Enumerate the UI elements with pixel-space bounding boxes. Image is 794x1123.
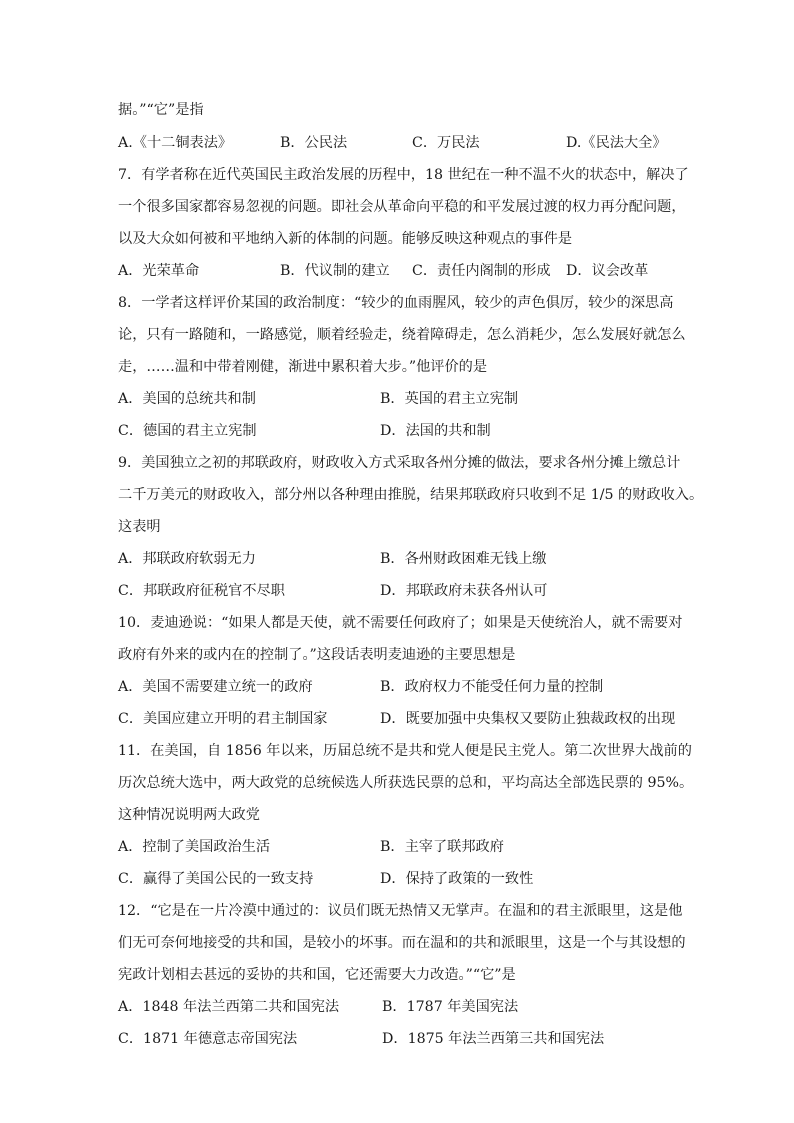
q11-text-line-3: 这种情况说明两大政党	[118, 807, 260, 823]
q7-option-a: A．光荣革命	[118, 263, 200, 279]
q12-option-a: A．1848 年法兰西第二共和国宪法	[118, 999, 340, 1015]
q10-option-a: A．美国不需要建立统一的政府	[118, 679, 313, 695]
q12-options-row-2	[118, 1029, 678, 1049]
q9-option-b: B．各州财政困难无钱上缴	[380, 551, 547, 567]
q10-text-line-2: 政府有外来的或内在的控制了。”这段话表明麦迪逊的主要思想是	[118, 647, 516, 663]
q7-option-b: B．代议制的建立	[280, 263, 390, 279]
q9-option-c: C．邦联政府征税官不尽职	[118, 583, 285, 599]
q9-option-d: D．邦联政府未获各州认可	[380, 583, 548, 599]
q9-text-line-2: 二千万美元的财政收入，部分州以各种理由推脱，结果邦联政府只收到不足 1/5 的财政收入。	[118, 487, 704, 503]
q12-option-d: D．1875 年法兰西第三共和国宪法	[382, 1031, 605, 1047]
q9-options-row-1	[118, 549, 678, 569]
q11-options-row-2	[118, 869, 678, 889]
q6-text-line-1: 据。”“它”是指	[118, 102, 204, 118]
q10-text-line-1: 10．麦迪逊说：“如果人都是天使，就不需要任何政府了；如果是天使统治人，就不需要对	[118, 615, 683, 631]
q8-text-line-2: 论，只有一路随和，一路感觉，顺着经验走，绕着障碍走，怎么消耗少，怎么发展好就怎么	[118, 327, 686, 343]
q6-option-a: A.《十二铜表法》	[118, 135, 233, 151]
q12-option-c: C．1871 年德意志帝国宪法	[118, 1031, 298, 1047]
q12-option-b: B．1787 年美国宪法	[382, 999, 519, 1015]
q11-option-a: A．控制了美国政治生活	[118, 839, 271, 855]
q11-option-d: D．保持了政策的一致性	[380, 871, 534, 887]
q8-option-b: B．英国的君主立宪制	[380, 391, 519, 407]
q12-options-row-1	[118, 997, 678, 1017]
q10-options-row-2	[118, 709, 678, 729]
q7-option-d: D．议会改革	[566, 263, 649, 279]
q6-options-row	[118, 133, 678, 153]
q8-option-c: C．德国的君主立宪制	[118, 423, 257, 439]
q11-option-c: C．赢得了美国公民的一致支持	[118, 871, 314, 887]
q8-text-line-1: 8．一学者这样评价某国的政治制度：“较少的血雨腥风，较少的声色俱厉，较少的深思高	[118, 295, 674, 311]
q10-option-d: D．既要加强中央集权又要防止独裁政权的出现	[380, 711, 676, 727]
q7-option-c: C．责任内阁制的形成	[412, 263, 551, 279]
q11-options-row-1	[118, 837, 678, 857]
q8-options-row-2	[118, 421, 678, 441]
q8-option-d: D．法国的共和制	[380, 423, 491, 439]
q9-options-row-2	[118, 581, 678, 601]
q6-option-b: B．公民法	[280, 135, 348, 151]
q8-text-line-3: 走，……温和中带着刚健，渐进中累积着大步。”他评价的是	[118, 359, 488, 375]
q11-text-line-2: 历次总统大选中，两大政党的总统候选人所获选民票的总和，平均高达全部选民票的 95%。	[118, 775, 694, 791]
q9-text-line-1: 9．美国独立之初的邦联政府，财政收入方式采取各州分摊的做法，要求各州分摊上缴总计	[118, 455, 681, 471]
q7-text-line-3: 以及大众如何被和平地纳入新的体制的问题。能够反映这种观点的事件是	[118, 231, 573, 247]
q7-options-row	[118, 261, 678, 281]
q8-option-a: A．美国的总统共和制	[118, 391, 256, 407]
q12-text-line-3: 宪政计划相去甚远的妥协的共和国，它还需要大力改造。”“它”是	[118, 967, 516, 983]
q10-option-c: C．美国应建立开明的君主制国家	[118, 711, 328, 727]
q9-option-a: A．邦联政府软弱无力	[118, 551, 256, 567]
q12-text-line-1: 12．“它是在一片冷漠中通过的：议员们既无热情又无掌声。在温和的君主派眼里，这是他	[118, 903, 683, 919]
q7-text-line-2: 一个很多国家都容易忽视的问题。即社会从革命向平稳的和平发展过渡的权力再分配问题，	[118, 199, 686, 215]
q6-option-c: C．万民法	[412, 135, 480, 151]
q11-text-line-1: 11．在美国，自 1856 年以来，历届总统不是共和党人便是民主党人。第二次世界大战前的	[118, 743, 692, 759]
q11-option-b: B．主宰了联邦政府	[380, 839, 504, 855]
q10-option-b: B．政府权力不能受任何力量的控制	[380, 679, 604, 695]
q8-options-row-1	[118, 389, 678, 409]
q9-text-line-3: 这表明	[118, 519, 161, 535]
q7-text-line-1: 7．有学者称在近代英国民主政治发展的历程中，18 世纪在一种不温不火的状态中，解决了	[118, 167, 689, 183]
q12-text-line-2: 们无可奈何地接受的共和国，是较小的坏事。而在温和的共和派眼里，这是一个与其设想的	[118, 935, 686, 951]
q6-option-d: D.《民法大全》	[566, 135, 667, 151]
q10-options-row-1	[118, 677, 678, 697]
